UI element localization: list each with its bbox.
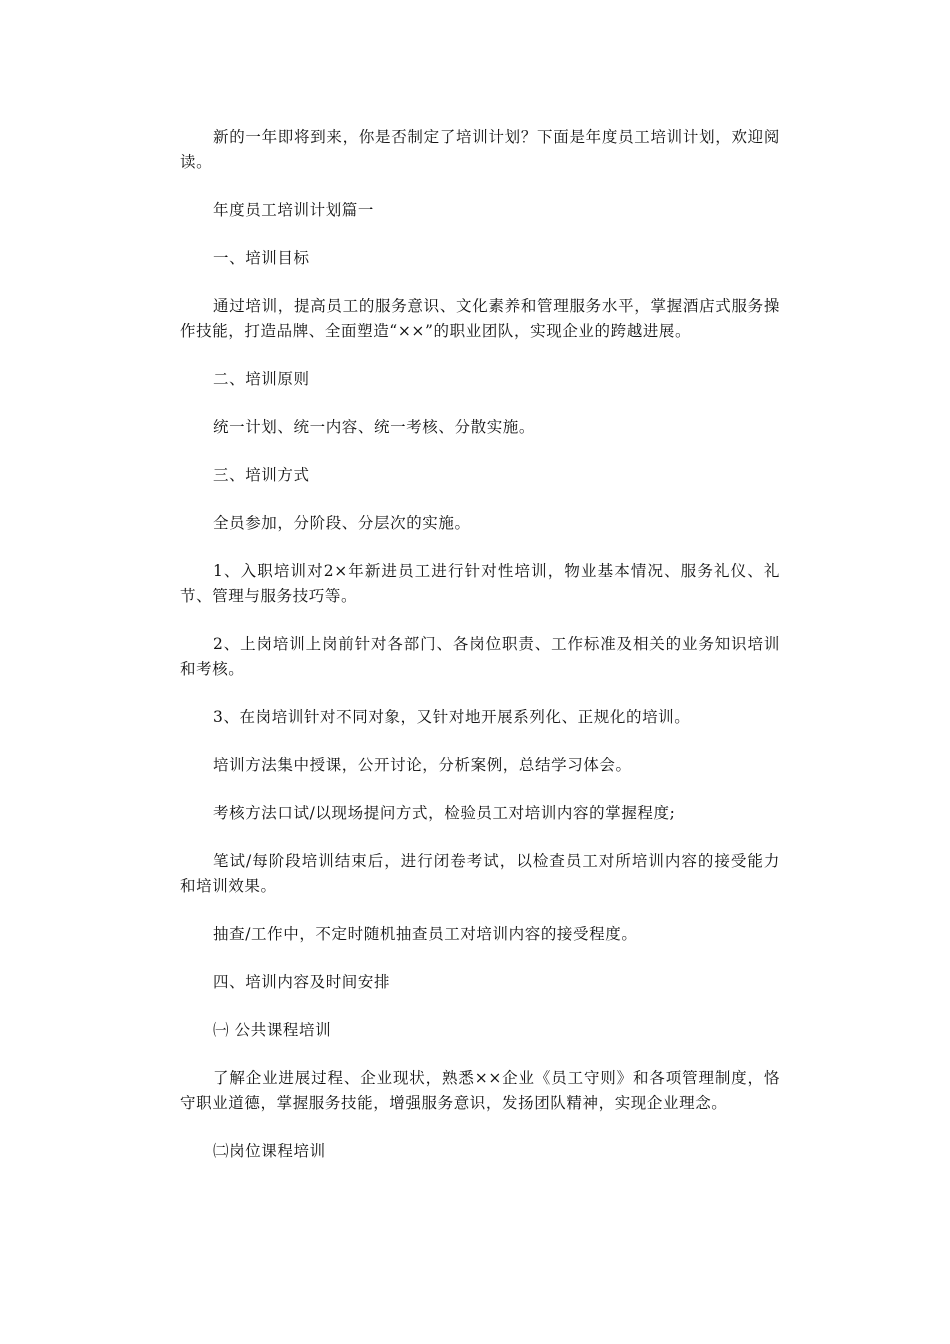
public-courses-paragraph: 了解企业进展过程、企业现状，熟悉××企业《员工守则》和各项管理制度，恪守职业道德，掌握服务技能，增强服务意识，发扬团队精神，实现企业理念。 bbox=[180, 1069, 780, 1112]
assessment-spot-check-paragraph: 抽查/工作中，不定时随机抽查员工对培训内容的接受程度。 bbox=[213, 925, 638, 943]
list-item-on-job: 3、在岗培训针对不同对象，又针对地开展系列化、正规化的培训。 bbox=[213, 708, 691, 726]
list-item-orientation: 1、入职培训对2×年新进员工进行针对性培训，物业基本情况、服务礼仪、礼节、管理与服务技巧等。 bbox=[180, 562, 780, 605]
assessment-oral-paragraph: 考核方法口试/以现场提问方式，检验员工对培训内容的掌握程度; bbox=[213, 804, 676, 822]
section-heading-principles: 二、培训原则 bbox=[213, 370, 310, 388]
document-title: 年度员工培训计划篇一 bbox=[213, 201, 375, 219]
subheading-position-courses: ㈡岗位课程培训 bbox=[213, 1142, 326, 1160]
principles-paragraph: 统一计划、统一内容、统一考核、分散实施。 bbox=[213, 418, 536, 436]
training-approach-paragraph: 培训方法集中授课，公开讨论，分析案例，总结学习体会。 bbox=[213, 756, 632, 774]
goals-paragraph: 通过培训，提高员工的服务意识、文化素养和管理服务水平，掌握酒店式服务操作技能，打造品牌、全面塑造“××”的职业团队，实现企业的跨越进展。 bbox=[180, 297, 780, 340]
section-heading-methods: 三、培训方式 bbox=[213, 466, 310, 484]
document-body bbox=[180, 125, 780, 1187]
assessment-written-paragraph: 笔试/每阶段培训结束后，进行闭卷考试，以检查员工对所培训内容的接受能力和培训效果。 bbox=[180, 852, 780, 895]
list-item-pre-job: 2、上岗培训上岗前针对各部门、各岗位职责、工作标准及相关的业务知识培训和考核。 bbox=[180, 635, 780, 678]
intro-paragraph: 新的一年即将到来，你是否制定了培训计划？下面是年度员工培训计划，欢迎阅读。 bbox=[180, 128, 780, 171]
section-heading-goals: 一、培训目标 bbox=[213, 249, 310, 267]
subheading-public-courses: ㈠ 公共课程培训 bbox=[213, 1021, 332, 1039]
section-heading-schedule: 四、培训内容及时间安排 bbox=[213, 973, 391, 991]
methods-paragraph: 全员参加，分阶段、分层次的实施。 bbox=[213, 514, 471, 532]
